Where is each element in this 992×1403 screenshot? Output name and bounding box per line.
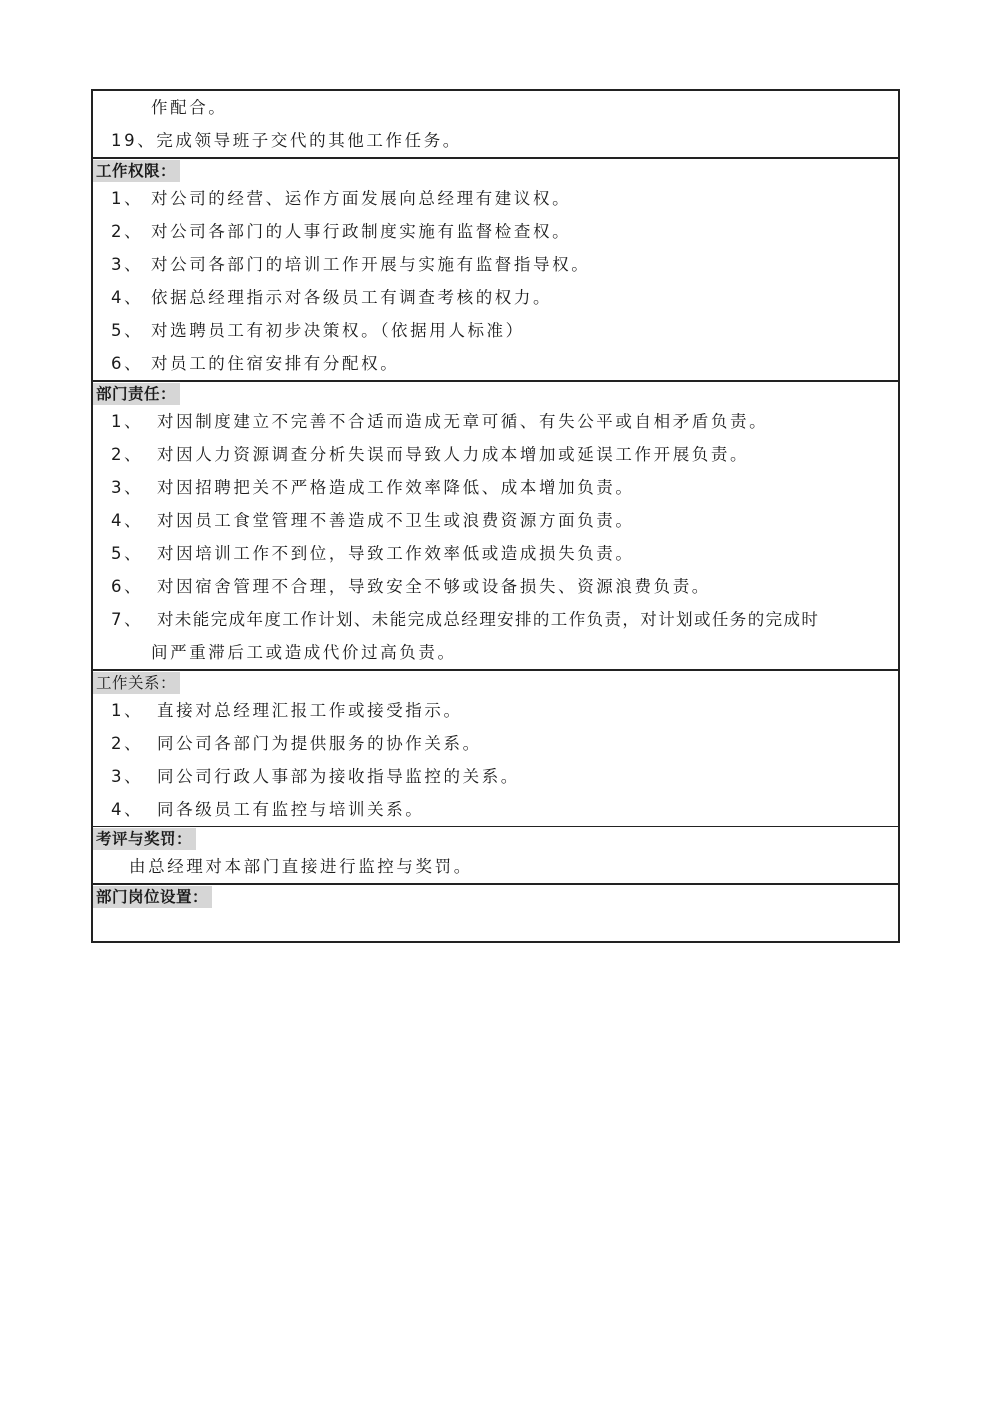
- list-item: [93, 281, 898, 314]
- item-number: 1、: [111, 412, 144, 431]
- item-text: 依据总经理指示对各级员工有调查考核的权力。: [151, 288, 553, 307]
- positions-blank-area: [93, 908, 898, 941]
- list-item: [93, 347, 898, 380]
- item-text: 对因培训工作不到位，导致工作效率低或造成损失负责。: [157, 544, 635, 563]
- positions-heading: 部门岗位设置：: [93, 886, 212, 908]
- item-text: 对未能完成年度工作计划、未能完成总经理安排的工作负责，对计划或任务的完成时: [157, 610, 820, 629]
- item-number: 4、: [111, 288, 144, 307]
- item-continuation: 间严重滞后工或造成代价过高负责。: [151, 643, 457, 662]
- list-item: [93, 504, 898, 537]
- item-text: 对选聘员工有初步决策权。（依据用人标准）: [151, 321, 525, 340]
- job-description-table: [91, 89, 900, 943]
- item-number: 3、: [111, 478, 144, 497]
- relations-heading: 工作关系：: [93, 672, 180, 694]
- item-text: 对员工的住宿安排有分配权。: [151, 354, 400, 373]
- positions-section: [93, 885, 898, 941]
- list-item: [93, 537, 898, 570]
- item-text: 对因员工食堂管理不善造成不卫生或浪费资源方面负责。: [157, 511, 635, 530]
- item-text: 对公司各部门的培训工作开展与实施有监督指导权。: [151, 255, 591, 274]
- list-item: [93, 793, 898, 826]
- item-number: 4、: [111, 511, 144, 530]
- item-number: 7、: [111, 610, 144, 629]
- relations-section: [93, 671, 898, 827]
- item-number: 4、: [111, 800, 144, 819]
- list-item: [93, 471, 898, 504]
- evaluation-text: 由总经理对本部门直接进行监控与奖罚。: [129, 857, 473, 876]
- item-number: 1、: [111, 189, 144, 208]
- item-number: 3、: [111, 255, 144, 274]
- item-number: 6、: [111, 354, 144, 373]
- list-item: [93, 694, 898, 727]
- item-text: 对公司的经营、运作方面发展向总经理有建议权。: [151, 189, 572, 208]
- duty-item-19: 19、完成领导班子交代的其他工作任务。: [111, 131, 462, 150]
- list-item: [93, 603, 898, 636]
- evaluation-section: [93, 827, 898, 885]
- list-item: [93, 438, 898, 471]
- item-number: 1、: [111, 701, 144, 720]
- list-item: [93, 760, 898, 793]
- list-item: [93, 314, 898, 347]
- item-text: 对公司各部门的人事行政制度实施有监督检查权。: [151, 222, 572, 241]
- item-number: 5、: [111, 544, 144, 563]
- list-item: [93, 727, 898, 760]
- authority-heading: 工作权限：: [93, 160, 180, 182]
- item-text: 对因人力资源调查分析失误而导致人力成本增加或延误工作开展负责。: [157, 445, 750, 464]
- evaluation-heading: 考评与奖罚：: [93, 828, 196, 850]
- authority-section: [93, 159, 898, 382]
- responsibility-section: [93, 382, 898, 671]
- item-number: 2、: [111, 734, 144, 753]
- item-number: 2、: [111, 445, 144, 464]
- list-item: [93, 215, 898, 248]
- duties-continuation-section: [93, 91, 898, 159]
- item-number: 5、: [111, 321, 144, 340]
- list-item: [93, 570, 898, 603]
- duty-continuation-line: 作配合。: [151, 98, 228, 117]
- list-item: [93, 182, 898, 215]
- list-item: [93, 405, 898, 438]
- item-text: 同各级员工有监控与培训关系。: [157, 800, 425, 819]
- item-text: 对因制度建立不完善不合适而造成无章可循、有失公平或自相矛盾负责。: [157, 412, 769, 431]
- item-number: 3、: [111, 767, 144, 786]
- item-text: 对因招聘把关不严格造成工作效率降低、成本增加负责。: [157, 478, 635, 497]
- responsibility-heading: 部门责任：: [93, 383, 180, 405]
- item-text: 同公司各部门为提供服务的协作关系。: [157, 734, 482, 753]
- list-item: [93, 248, 898, 281]
- item-number: 6、: [111, 577, 144, 596]
- item-text: 同公司行政人事部为接收指导监控的关系。: [157, 767, 520, 786]
- item-text: 对因宿舍管理不合理，导致安全不够或设备损失、资源浪费负责。: [157, 577, 711, 596]
- item-text: 直接对总经理汇报工作或接受指示。: [157, 701, 463, 720]
- item-number: 2、: [111, 222, 144, 241]
